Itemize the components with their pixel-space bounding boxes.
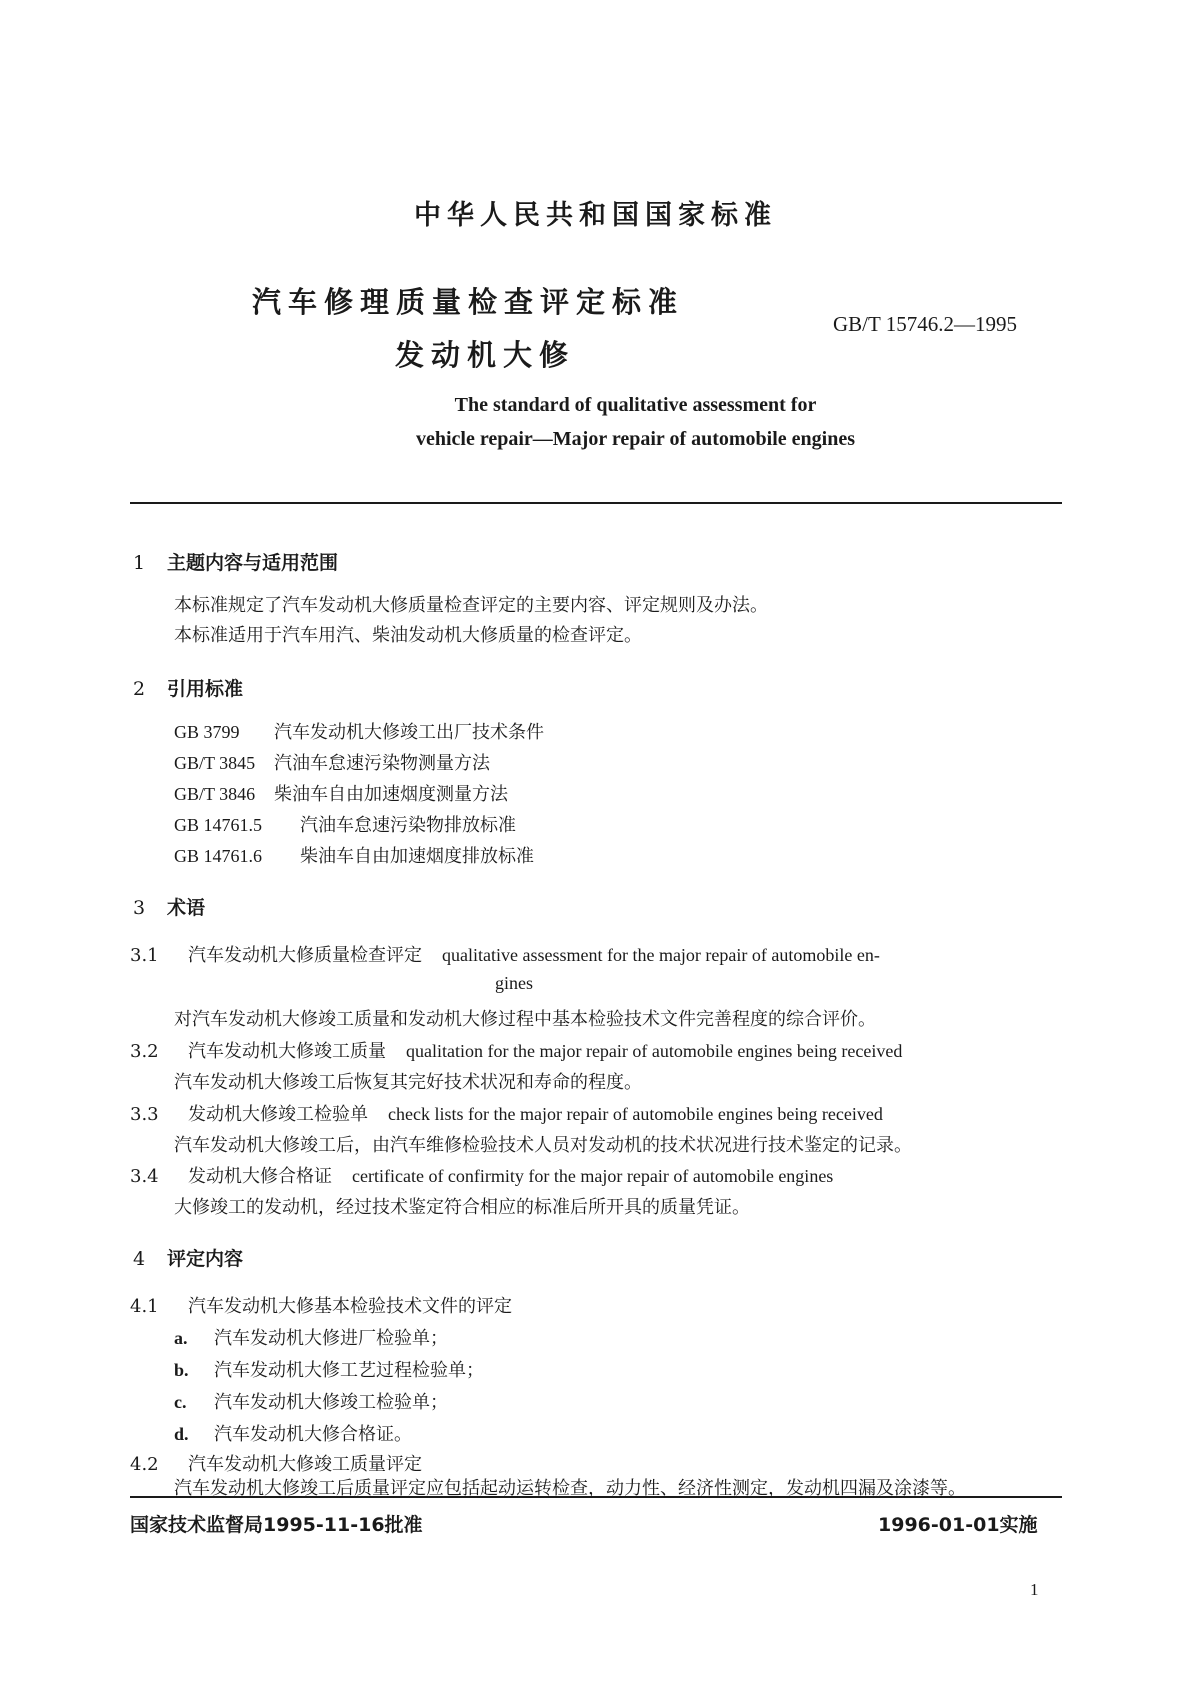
term-number: 3.3 <box>130 1104 159 1125</box>
reference-code: GB/T 3845 <box>174 753 256 773</box>
term-definition: 对汽车发动机大修竣工质量和发动机大修过程中基本检验技术文件完善程度的综合评价。 <box>174 1009 876 1030</box>
subsection-4-1 <box>130 1292 512 1318</box>
list-text: 汽车发动机大修工艺过程检验单； <box>214 1360 484 1381</box>
reference-name: 汽油车怠速污染物测量方法 <box>274 753 490 774</box>
list-letter: c. <box>174 1392 187 1412</box>
term-number: 3.4 <box>130 1166 159 1187</box>
reference-item <box>174 718 544 744</box>
term-definition: 大修竣工的发动机，经过技术鉴定符合相应的标准后所开具的质量凭证。 <box>174 1197 750 1218</box>
term-definition: 汽车发动机大修竣工后恢复其完好技术状况和寿命的程度。 <box>174 1072 642 1093</box>
section-3-heading <box>133 893 205 920</box>
term-cn: 汽车发动机大修质量检查评定 <box>188 945 422 966</box>
implementation-date: 1996-01-01实施 <box>878 1514 1038 1536</box>
page-number: 1 <box>1030 1580 1039 1599</box>
country-standard-heading: 中华人民共和国国家标准 <box>414 200 777 231</box>
section-number: 4 <box>133 1248 146 1270</box>
term-cn: 发动机大修竣工检验单 <box>188 1104 368 1125</box>
term-3-2 <box>130 1037 902 1063</box>
section-title: 引用标准 <box>167 678 244 700</box>
reference-item <box>174 749 490 775</box>
subsection-number: 4.2 <box>130 1454 159 1475</box>
list-text: 汽车发动机大修进厂检验单； <box>214 1328 448 1349</box>
section-1-heading <box>133 548 338 575</box>
subsection-4-2 <box>130 1450 422 1476</box>
term-definition: 汽车发动机大修竣工后，由汽车维修检验技术人员对发动机的技术状况进行技术鉴定的记录。 <box>174 1135 912 1156</box>
term-number: 3.1 <box>130 945 159 966</box>
subsection-number: 4.1 <box>130 1296 159 1317</box>
reference-item <box>174 780 508 806</box>
title-en-line2: vehicle repair—Major repair of automobile engines <box>415 428 855 450</box>
reference-code: GB/T 3846 <box>174 784 256 804</box>
list-letter: a. <box>174 1328 188 1348</box>
paragraph: 本标准适用于汽车用汽、柴油发动机大修质量的检查评定。 <box>174 625 642 646</box>
reference-code: GB 14761.5 <box>174 815 263 835</box>
list-item <box>174 1356 484 1382</box>
title-cn-line2: 发动机大修 <box>395 338 576 372</box>
reference-code: GB 14761.6 <box>174 846 263 866</box>
section-title: 术语 <box>167 897 206 919</box>
term-cn: 汽车发动机大修竣工质量 <box>188 1041 386 1062</box>
term-cn: 发动机大修合格证 <box>188 1166 332 1187</box>
subsection-title: 汽车发动机大修基本检验技术文件的评定 <box>188 1296 512 1317</box>
term-en-continuation: gines <box>495 973 533 993</box>
approval-date: 国家技术监督局1995-11-16批准 <box>130 1514 423 1536</box>
reference-name: 柴油车自由加速烟度排放标准 <box>300 846 534 867</box>
section-title: 主题内容与适用范围 <box>167 552 339 574</box>
reference-name: 汽车发动机大修竣工出厂技术条件 <box>274 722 544 743</box>
term-3-1 <box>130 941 880 967</box>
term-en: check lists for the major repair of automobile engines being received <box>388 1104 883 1124</box>
term-en: qualitative assessment for the major repair of automobile en- <box>442 945 880 965</box>
reference-item <box>174 842 534 868</box>
reference-item <box>174 811 516 837</box>
list-item <box>174 1420 412 1446</box>
top-divider <box>130 502 1062 504</box>
section-4-heading <box>133 1244 243 1271</box>
term-3-4 <box>130 1162 833 1188</box>
reference-code: GB 3799 <box>174 722 240 742</box>
list-item <box>174 1324 448 1350</box>
bottom-divider <box>130 1496 1062 1498</box>
term-en: certificate of confirmity for the major repair of automobile engines <box>352 1166 834 1186</box>
list-text: 汽车发动机大修竣工检验单； <box>214 1392 448 1413</box>
list-text: 汽车发动机大修合格证。 <box>214 1424 412 1445</box>
reference-name: 柴油车自由加速烟度测量方法 <box>274 784 508 805</box>
term-number: 3.2 <box>130 1041 159 1062</box>
list-letter: d. <box>174 1424 189 1444</box>
list-letter: b. <box>174 1360 189 1380</box>
paragraph: 汽车发动机大修竣工后质量评定应包括起动运转检查，动力性、经济性测定，发动机四漏及涂漆等。 <box>174 1478 966 1499</box>
standard-number: GB/T 15746.2—1995 <box>833 312 1017 336</box>
section-title: 评定内容 <box>167 1248 244 1270</box>
term-3-3 <box>130 1100 883 1126</box>
section-2-heading <box>133 674 243 701</box>
title-cn-line1: 汽车修理质量检查评定标准 <box>252 285 685 319</box>
section-number: 2 <box>133 678 146 700</box>
section-number: 3 <box>133 897 146 919</box>
reference-name: 汽油车怠速污染物排放标准 <box>300 815 516 836</box>
section-number: 1 <box>133 552 146 574</box>
title-en-line1: The standard of qualitative assessment for <box>454 394 817 416</box>
subsection-title: 汽车发动机大修竣工质量评定 <box>188 1454 422 1475</box>
paragraph: 本标准规定了汽车发动机大修质量检查评定的主要内容、评定规则及办法。 <box>174 595 768 616</box>
list-item <box>174 1388 448 1414</box>
term-en: qualitation for the major repair of automobile engines being received <box>406 1041 903 1061</box>
